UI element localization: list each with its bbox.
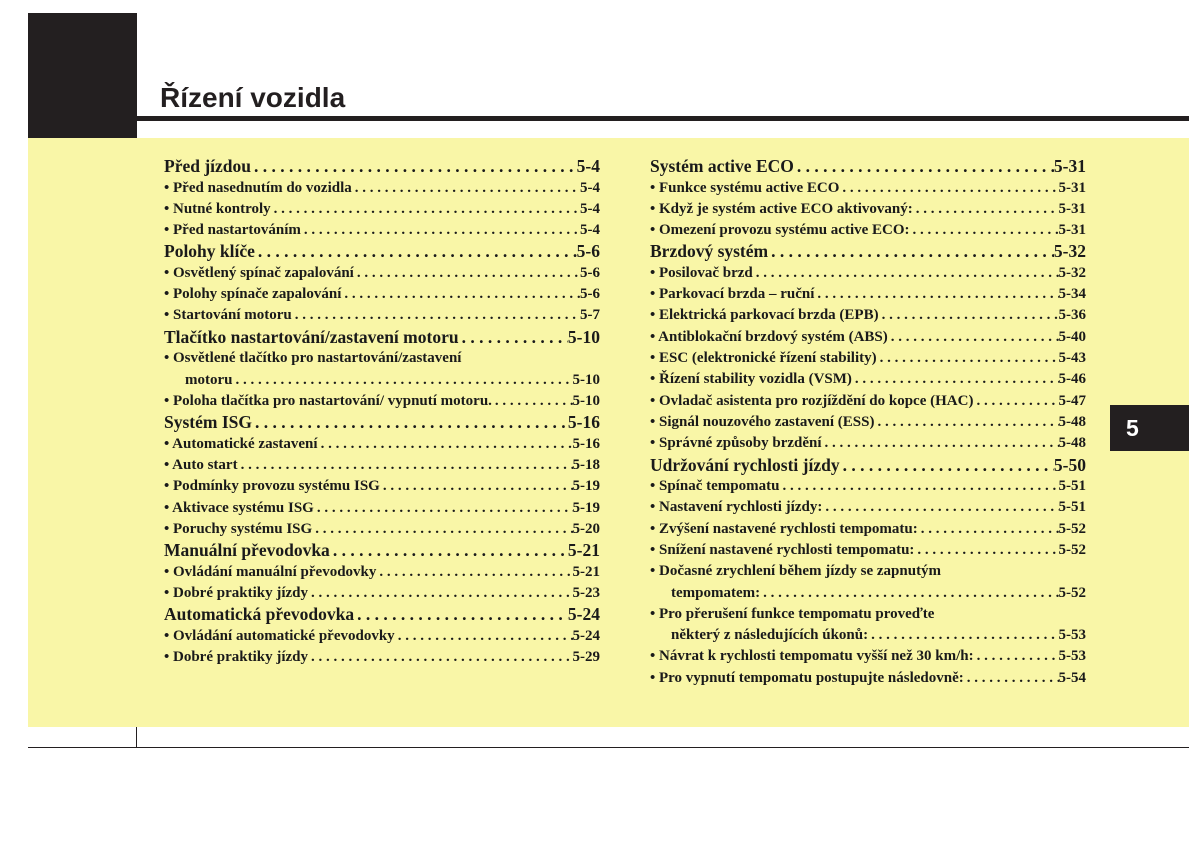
toc-subitem[interactable] bbox=[164, 583, 600, 604]
toc-label: • Omezení provozu systému active ECO: bbox=[650, 222, 910, 239]
leader-dots bbox=[779, 476, 1058, 497]
toc-page: 5-21 bbox=[572, 563, 600, 580]
toc-subitem[interactable] bbox=[650, 497, 1086, 518]
leader-dots bbox=[308, 583, 572, 604]
footer-rule bbox=[28, 747, 1189, 748]
leader-dots bbox=[973, 391, 1058, 412]
toc-page: 5-53 bbox=[1058, 627, 1086, 644]
toc-section[interactable] bbox=[164, 241, 600, 263]
leader-dots bbox=[308, 647, 572, 668]
leader-dots bbox=[768, 241, 1054, 263]
toc-subitem-wrapped-line[interactable]: • Dočasné zrychlení během jízdy se zapnutým bbox=[650, 563, 942, 580]
toc-label: • Auto start bbox=[164, 456, 238, 473]
toc-page: 5-50 bbox=[1053, 454, 1086, 475]
leader-dots bbox=[913, 199, 1059, 220]
toc-page: 5-20 bbox=[572, 520, 600, 537]
toc-label: • Funkce systému active ECO bbox=[650, 179, 840, 196]
toc-subitem[interactable] bbox=[650, 220, 1086, 241]
leader-dots bbox=[352, 178, 580, 199]
toc-subitem[interactable] bbox=[650, 305, 1086, 326]
toc-label: • Řízení stability vozidla (VSM) bbox=[650, 371, 852, 388]
toc-page: 5-43 bbox=[1058, 350, 1086, 367]
leader-dots bbox=[868, 625, 1058, 646]
leader-dots bbox=[874, 412, 1058, 433]
toc-subitem[interactable] bbox=[164, 178, 600, 199]
leader-dots bbox=[380, 476, 573, 497]
leader-dots bbox=[964, 668, 1059, 689]
toc-label: Před jízdou bbox=[164, 156, 252, 176]
leader-dots bbox=[459, 327, 568, 349]
toc-label: • Spínač tempomatu bbox=[650, 478, 780, 495]
leader-dots bbox=[814, 284, 1058, 305]
toc-label: • Když je systém active ECO aktivovaný: bbox=[650, 200, 913, 217]
toc-page: 5-54 bbox=[1058, 669, 1086, 686]
toc-label: • Dobré praktiky jízdy bbox=[164, 649, 309, 666]
leader-dots bbox=[760, 583, 1058, 604]
toc-label: • Startování motoru bbox=[164, 307, 292, 324]
toc-subitem[interactable] bbox=[650, 369, 1086, 390]
toc-subitem[interactable] bbox=[164, 220, 600, 241]
toc-page: 5-29 bbox=[572, 649, 600, 666]
toc-page: 5-31 bbox=[1058, 200, 1086, 217]
leader-dots bbox=[252, 412, 568, 434]
chapter-header-block bbox=[28, 13, 137, 138]
toc-page: 5-6 bbox=[580, 264, 600, 281]
toc-subitem[interactable] bbox=[650, 348, 1086, 369]
toc-section[interactable] bbox=[650, 455, 1086, 477]
toc-label: Tlačítko nastartování/zastavení motoru bbox=[164, 326, 459, 347]
toc-left-column bbox=[164, 156, 600, 668]
toc-label: • Podmínky provozu systému ISG bbox=[164, 478, 380, 495]
leader-dots bbox=[318, 434, 573, 455]
leader-dots bbox=[879, 305, 1059, 326]
toc-page: 5-52 bbox=[1058, 541, 1086, 558]
toc-subitem[interactable] bbox=[164, 519, 600, 540]
toc-right-column bbox=[650, 156, 1086, 689]
toc-label: • Před nastartováním bbox=[164, 222, 301, 239]
toc-label: • Před nasednutím do vozidla bbox=[164, 179, 352, 196]
toc-page: 5-36 bbox=[1058, 307, 1086, 324]
toc-page: 5-19 bbox=[572, 478, 600, 495]
toc-label: • Ovládání automatické převodovky bbox=[164, 627, 395, 644]
toc-label: některý z následujících úkonů: bbox=[671, 627, 869, 644]
leader-dots bbox=[395, 626, 573, 647]
toc-subitem[interactable] bbox=[164, 647, 600, 668]
toc-page: 5-4 bbox=[576, 156, 600, 176]
toc-label: • Nastavení rychlosti jízdy: bbox=[650, 499, 823, 516]
toc-label: motoru bbox=[185, 371, 233, 388]
leader-dots bbox=[840, 455, 1054, 477]
toc-section[interactable] bbox=[164, 156, 600, 178]
toc-subitem[interactable] bbox=[650, 519, 1086, 540]
toc-subitem[interactable] bbox=[650, 263, 1086, 284]
toc-label: • Elektrická parkovací brzda (EPB) bbox=[650, 307, 879, 324]
toc-page: 5-51 bbox=[1058, 478, 1086, 495]
leader-dots bbox=[822, 433, 1059, 454]
toc-page: 5-31 bbox=[1058, 222, 1086, 239]
toc-page: 5-24 bbox=[572, 627, 600, 644]
leader-dots bbox=[822, 497, 1058, 518]
toc-label: • Správné způsoby brzdění bbox=[650, 435, 822, 452]
leader-dots bbox=[877, 348, 1059, 369]
toc-label: • Antiblokační brzdový systém (ABS) bbox=[650, 328, 888, 345]
toc-page: 5-10 bbox=[572, 392, 600, 409]
toc-subitem[interactable] bbox=[164, 455, 600, 476]
toc-label: • Poruchy systému ISG bbox=[164, 520, 313, 537]
toc-subitem[interactable] bbox=[650, 433, 1086, 454]
toc-subitem[interactable] bbox=[164, 305, 600, 326]
toc-subitem[interactable] bbox=[164, 498, 600, 519]
toc-page: 5-4 bbox=[580, 222, 600, 239]
toc-subitem[interactable] bbox=[650, 668, 1086, 689]
toc-page: 5-51 bbox=[1058, 499, 1086, 516]
toc-subitem[interactable] bbox=[164, 476, 600, 497]
toc-label: • ESC (elektronické řízení stability) bbox=[650, 350, 877, 367]
toc-page: 5-16 bbox=[572, 435, 600, 452]
toc-subitem[interactable] bbox=[650, 625, 1086, 646]
toc-page: 5-6 bbox=[576, 241, 600, 262]
chapter-tab[interactable]: 5 bbox=[1110, 405, 1189, 451]
toc-label: • Polohy spínače zapalování bbox=[164, 286, 342, 303]
leader-dots bbox=[914, 540, 1058, 561]
leader-dots bbox=[301, 220, 580, 241]
title-underline bbox=[137, 116, 1189, 121]
leader-dots bbox=[354, 263, 580, 284]
toc-page: 5-10 bbox=[572, 371, 600, 388]
toc-page: 5-31 bbox=[1053, 156, 1086, 176]
toc-subitem[interactable] bbox=[164, 263, 600, 284]
toc-section[interactable] bbox=[164, 327, 600, 349]
toc-section[interactable] bbox=[164, 540, 600, 562]
toc-subitem[interactable] bbox=[650, 540, 1086, 561]
toc-label: • Snížení nastavené rychlosti tempomatu: bbox=[650, 541, 915, 558]
toc-page: 5-7 bbox=[580, 307, 600, 324]
leader-dots bbox=[492, 391, 573, 412]
toc-page: 5-48 bbox=[1058, 413, 1086, 430]
toc-page: 5-48 bbox=[1058, 435, 1086, 452]
leader-dots bbox=[839, 178, 1058, 199]
toc-label: • Zvýšení nastavené rychlosti tempomatu: bbox=[650, 520, 918, 537]
toc-page: 5-4 bbox=[580, 179, 600, 196]
leader-dots bbox=[852, 369, 1059, 390]
leader-dots bbox=[753, 263, 1059, 284]
leader-dots bbox=[794, 156, 1054, 178]
toc-label: • Dobré praktiky jízdy bbox=[164, 584, 309, 601]
toc-page: 5-31 bbox=[1058, 179, 1086, 196]
toc-page: 5-32 bbox=[1058, 264, 1086, 281]
toc-label: • Parkovací brzda – ruční bbox=[650, 286, 815, 303]
toc-section[interactable] bbox=[650, 156, 1086, 178]
leader-dots bbox=[238, 455, 573, 476]
toc-label: • Poloha tlačítka pro nastartování/ vypnutí motoru. bbox=[164, 392, 492, 409]
toc-label: • Ovládání manuální převodovky bbox=[164, 563, 377, 580]
toc-subitem[interactable] bbox=[650, 476, 1086, 497]
toc-subitem[interactable] bbox=[650, 646, 1086, 667]
leader-dots bbox=[312, 519, 572, 540]
leader-dots bbox=[341, 284, 580, 305]
toc-page: 5-4 bbox=[580, 200, 600, 217]
toc-page: 5-6 bbox=[580, 286, 600, 303]
toc-subitem[interactable] bbox=[164, 434, 600, 455]
toc-subitem[interactable] bbox=[164, 391, 600, 412]
toc-page: 5-32 bbox=[1053, 241, 1086, 262]
toc-section[interactable] bbox=[164, 412, 600, 434]
leader-dots bbox=[292, 305, 580, 326]
toc-subitem-wrapped-line[interactable]: • Pro přerušení funkce tempomatu proveďte bbox=[650, 605, 935, 622]
toc-label: • Posilovač brzd bbox=[650, 264, 753, 281]
page-title: Řízení vozidla bbox=[160, 82, 346, 113]
toc-label: Udržování rychlosti jízdy bbox=[650, 454, 840, 475]
leader-dots bbox=[918, 519, 1059, 540]
toc-label: • Automatické zastavení bbox=[164, 435, 318, 452]
toc-page: 5-10 bbox=[567, 326, 600, 347]
toc-subitem[interactable] bbox=[164, 370, 600, 391]
leader-dots bbox=[330, 540, 568, 562]
leader-dots bbox=[910, 220, 1059, 241]
toc-label: • Aktivace systému ISG bbox=[164, 499, 314, 516]
toc-section[interactable] bbox=[164, 604, 600, 626]
toc-subitem-wrapped-line[interactable]: • Osvětlené tlačítko pro nastartování/zastavení bbox=[164, 350, 462, 367]
toc-label: • Osvětlený spínač zapalování bbox=[164, 264, 354, 281]
leader-dots bbox=[354, 604, 568, 626]
toc-page: 5-46 bbox=[1058, 371, 1086, 388]
toc-label: • Pro vypnutí tempomatu postupujte následovně: bbox=[650, 669, 964, 686]
toc-page: 5-23 bbox=[572, 584, 600, 601]
toc-subitem[interactable] bbox=[650, 412, 1086, 433]
toc-page: 5-47 bbox=[1058, 392, 1086, 409]
toc-page: 5-52 bbox=[1058, 584, 1086, 601]
leader-dots bbox=[376, 562, 572, 583]
toc-label: Systém active ECO bbox=[650, 156, 794, 176]
toc-subitem[interactable] bbox=[650, 284, 1086, 305]
toc-label: Polohy klíče bbox=[164, 241, 255, 262]
leader-dots bbox=[251, 156, 577, 178]
toc-label: tempomatem: bbox=[671, 584, 761, 601]
leader-dots bbox=[888, 327, 1059, 348]
toc-page: 5-40 bbox=[1058, 328, 1086, 345]
toc-subitem[interactable] bbox=[650, 178, 1086, 199]
toc-label: • Návrat k rychlosti tempomatu vyšší než 30 km/h: bbox=[650, 648, 974, 665]
toc-label: • Signál nouzového zastavení (ESS) bbox=[650, 413, 875, 430]
toc-subitem[interactable] bbox=[164, 626, 600, 647]
toc-label: Systém ISG bbox=[164, 412, 252, 433]
toc-subitem[interactable] bbox=[650, 583, 1086, 604]
leader-dots bbox=[255, 241, 577, 263]
toc-page: 5-18 bbox=[572, 456, 600, 473]
toc-page: 5-52 bbox=[1058, 520, 1086, 537]
toc-page: 5-24 bbox=[567, 604, 600, 625]
toc-label: • Ovladač asistenta pro rozjíždění do kopce (HAC) bbox=[650, 392, 974, 409]
toc-subitem[interactable] bbox=[164, 199, 600, 220]
toc-subitem[interactable] bbox=[650, 391, 1086, 412]
leader-dots bbox=[974, 646, 1059, 667]
toc-subitem[interactable] bbox=[650, 327, 1086, 348]
toc-page: 5-21 bbox=[567, 540, 600, 561]
toc-page: 5-34 bbox=[1058, 286, 1086, 303]
toc-label: Automatická převodovka bbox=[164, 604, 355, 625]
toc-subitem[interactable] bbox=[164, 284, 600, 305]
toc-label: • Nutné kontroly bbox=[164, 200, 271, 217]
leader-dots bbox=[314, 498, 573, 519]
toc-subitem[interactable] bbox=[650, 199, 1086, 220]
leader-dots bbox=[271, 199, 580, 220]
toc-section[interactable] bbox=[650, 241, 1086, 263]
toc-label: Brzdový systém bbox=[650, 241, 769, 262]
leader-dots bbox=[233, 370, 573, 391]
toc-subitem[interactable] bbox=[164, 562, 600, 583]
toc-page: 5-53 bbox=[1058, 648, 1086, 665]
toc-label: Manuální převodovka bbox=[164, 540, 330, 561]
toc-page: 5-19 bbox=[572, 499, 600, 516]
toc-page: 5-16 bbox=[567, 412, 600, 433]
